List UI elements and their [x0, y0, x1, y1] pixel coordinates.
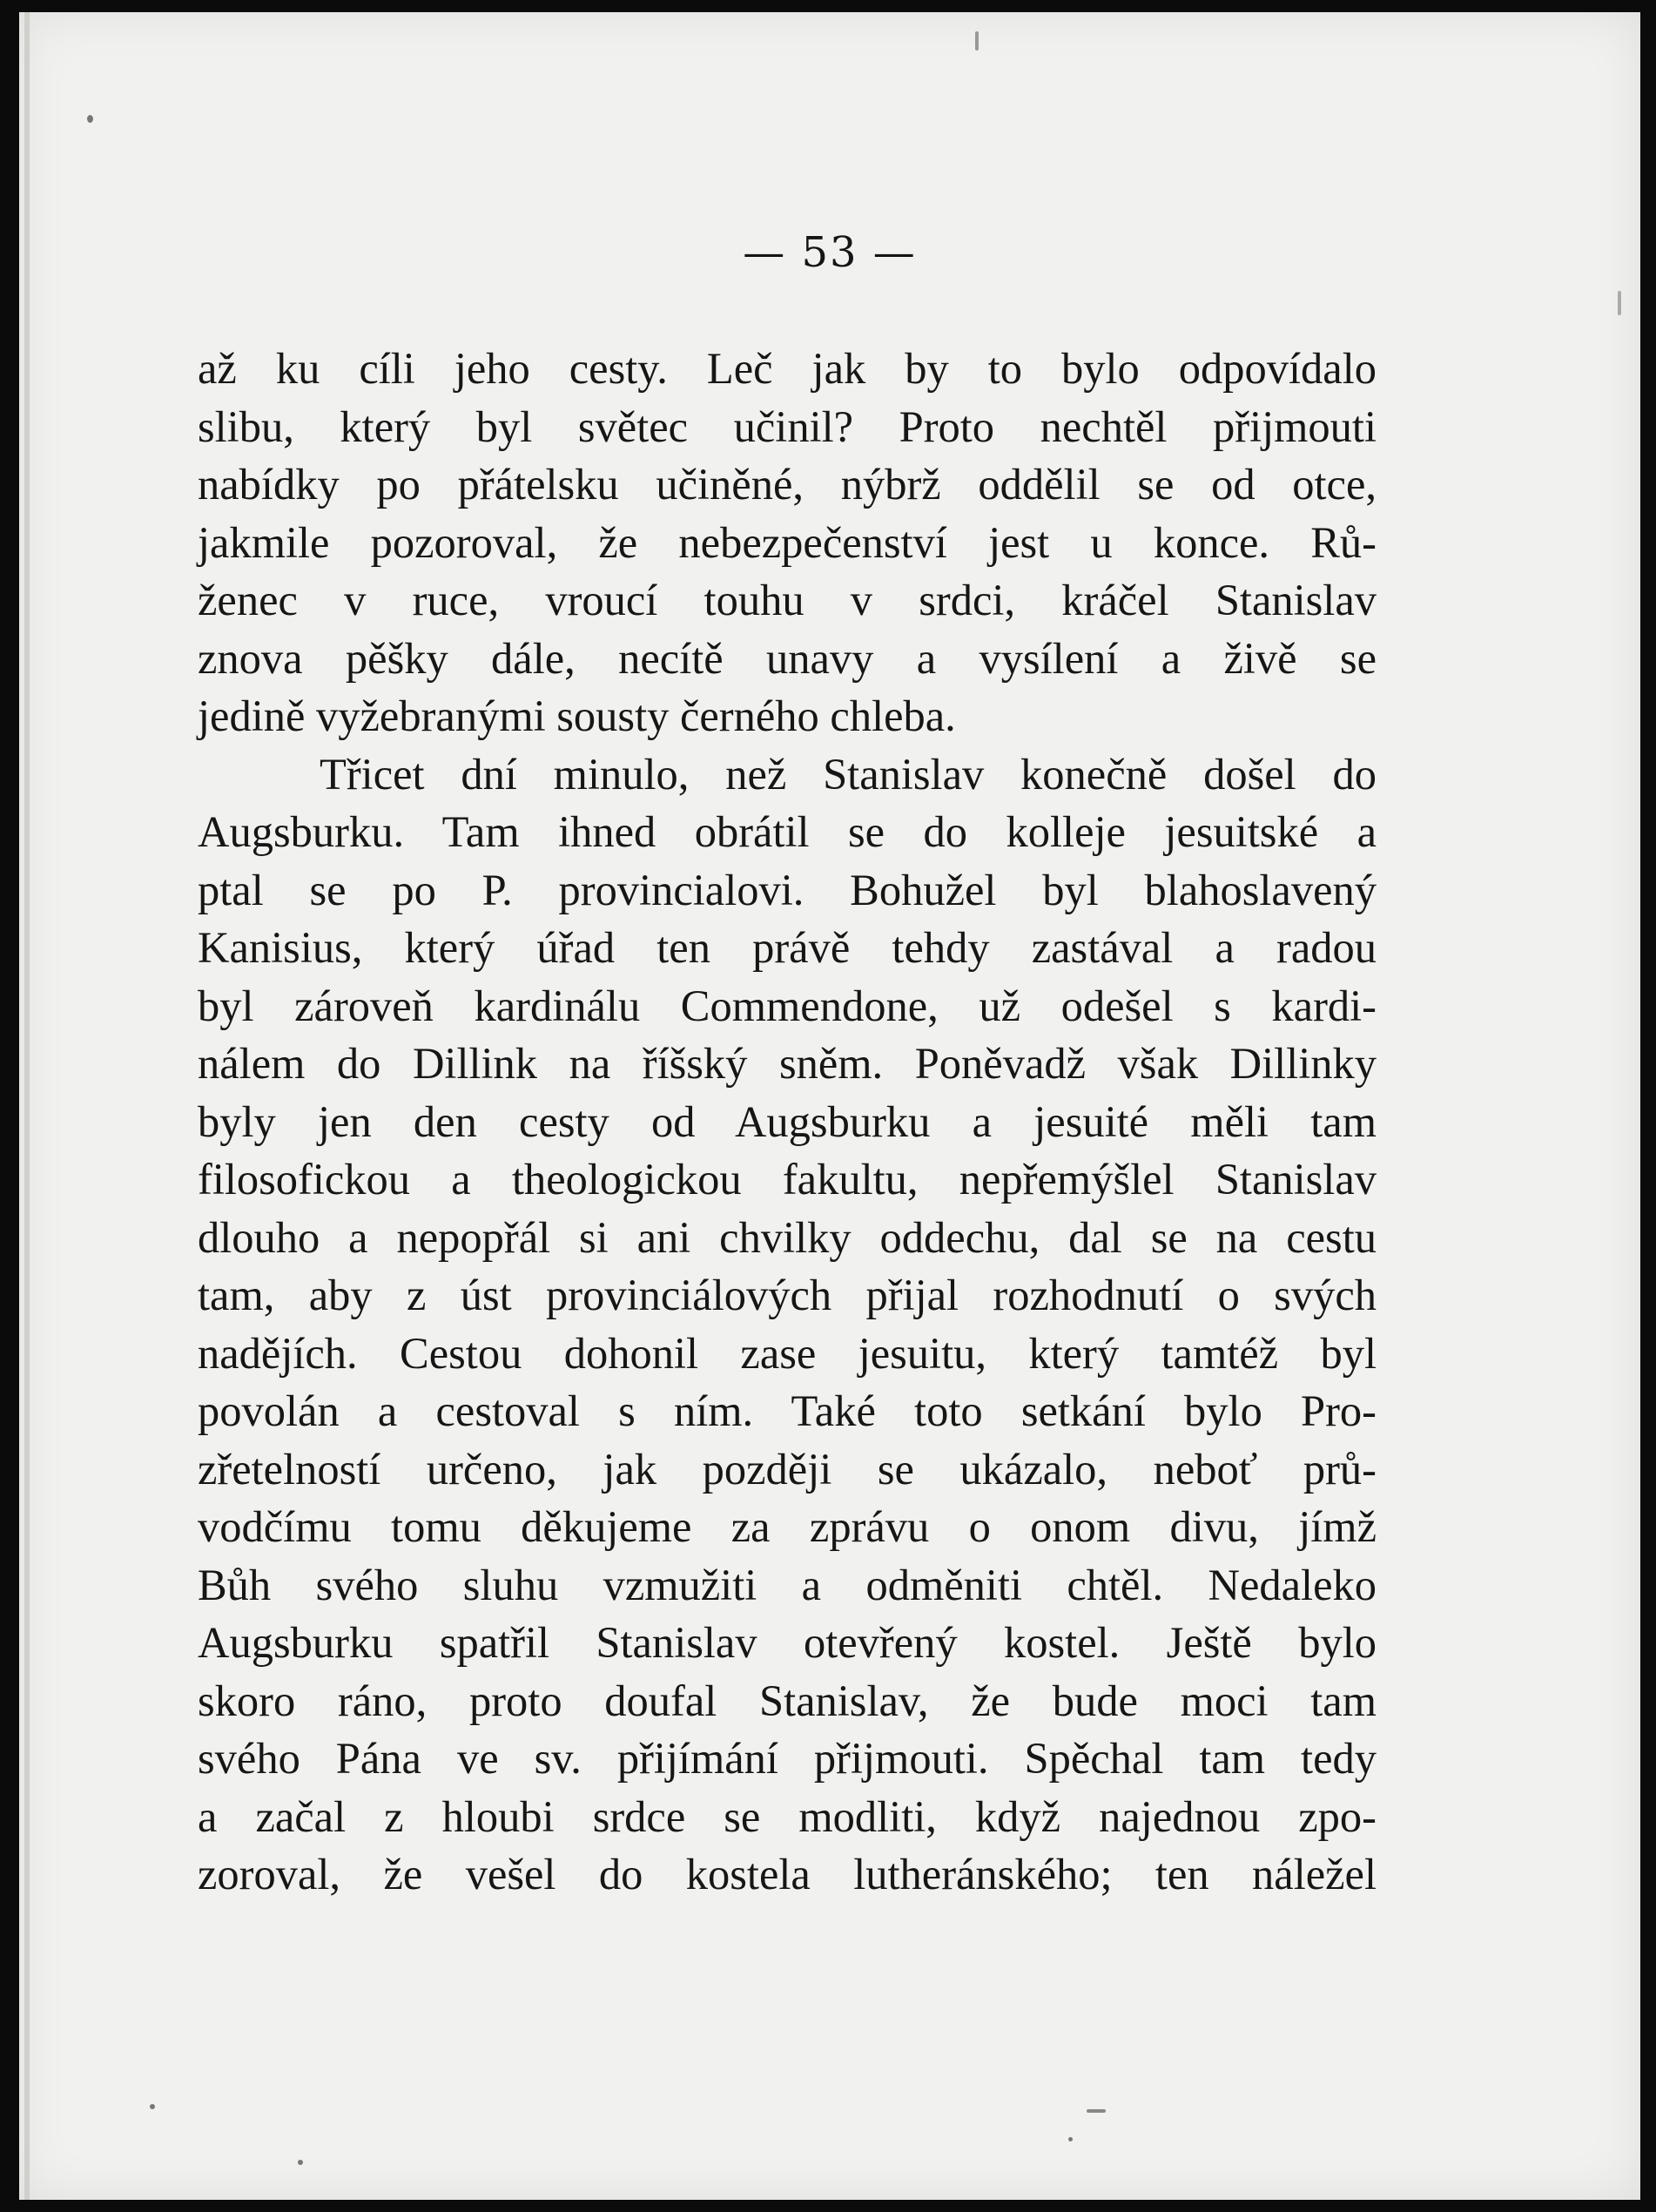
text-line: zoroval, že vešel do kostela lutheránského; ten náležel — [198, 1850, 1377, 1898]
text-line: byl zároveň kardinálu Commendone, už odešel s kardi- — [198, 981, 1377, 1030]
text-line: ptal se po P. provincialovi. Bohužel byl blahoslavený — [198, 865, 1377, 914]
text-line: slibu, který byl světec učinil? Proto nechtěl přijmouti — [198, 401, 1377, 451]
text-line: jedině vyžebranými sousty černého chleba. — [198, 691, 956, 740]
text-line: tam, aby z úst provinciálových přijal rozhodnutí o svých — [198, 1271, 1377, 1319]
text-line: znova pěšky dále, necítě unavy a vysílení a živě se — [198, 633, 1377, 683]
text-line: skoro ráno, proto doufal Stanislav, že bude moci tam — [198, 1676, 1377, 1725]
body-text — [198, 340, 1377, 1904]
paper-speck — [1087, 2109, 1106, 2113]
paper-speck — [1068, 2137, 1073, 2141]
text-line: Bůh svého sluhu vzmužiti a odměniti chtěl. Nedaleko — [198, 1560, 1377, 1609]
paper-speck — [87, 115, 93, 123]
text-line: zřetelností určeno, jak později se ukázalo, neboť prů- — [198, 1444, 1377, 1494]
page-number: — 53 — — [743, 228, 917, 277]
text-line: až ku cíli jeho cesty. Leč jak by to bylo odpovídalo — [198, 344, 1377, 393]
text-line: Kanisius, který úřad ten právě tehdy zastával a radou — [198, 923, 1377, 972]
paper-speck — [975, 31, 979, 51]
text-line: povolán a cestoval s ním. Také toto setkání bylo Pro- — [198, 1386, 1377, 1435]
text-line: Augsburku spatřil Stanislav otevřený kostel. Ještě bylo — [198, 1618, 1377, 1667]
text-line: nabídky po přátelsku učiněné, nýbrž oddělil se od otce, — [198, 460, 1377, 509]
text-line: nadějích. Cestou dohonil zase jesuitu, který tamtéž byl — [198, 1328, 1377, 1378]
book-page — [19, 12, 1640, 2200]
text-line: vodčímu tomu děkujeme za zprávu o onom divu, jímž — [198, 1502, 1377, 1551]
paper-speck — [1618, 291, 1621, 315]
text-line: filosofickou a theologickou fakultu, nepřemýšlel Stanislav — [198, 1155, 1377, 1204]
text-line: a začal z hloubi srdce se modliti, když najednou zpo- — [198, 1791, 1377, 1841]
paper-speck — [298, 2160, 303, 2165]
text-line: Augsburku. Tam ihned obrátil se do kolleje jesuitské a — [198, 807, 1377, 856]
text-line: ženec v ruce, vroucí touhu v srdci, kráčel Stanislav — [198, 576, 1377, 624]
text-line: nálem do Dillink na říšský sněm. Poněvadž však Dillinky — [198, 1039, 1377, 1088]
text-line: dlouho a nepopřál si ani chvilky oddechu, dal se na cestu — [198, 1212, 1377, 1262]
text-line: byly jen den cesty od Augsburku a jesuité měli tam — [198, 1096, 1377, 1146]
page-edge — [24, 12, 30, 2200]
paper-speck — [150, 2104, 155, 2109]
text-line: Třicet dní minulo, než Stanislav konečně došel do — [320, 749, 1377, 799]
text-line: jakmile pozoroval, že nebezpečenství jest u konce. Rů- — [198, 517, 1377, 567]
text-line: svého Pána ve sv. přijímání přijmouti. Spěchal tam tedy — [198, 1734, 1377, 1783]
